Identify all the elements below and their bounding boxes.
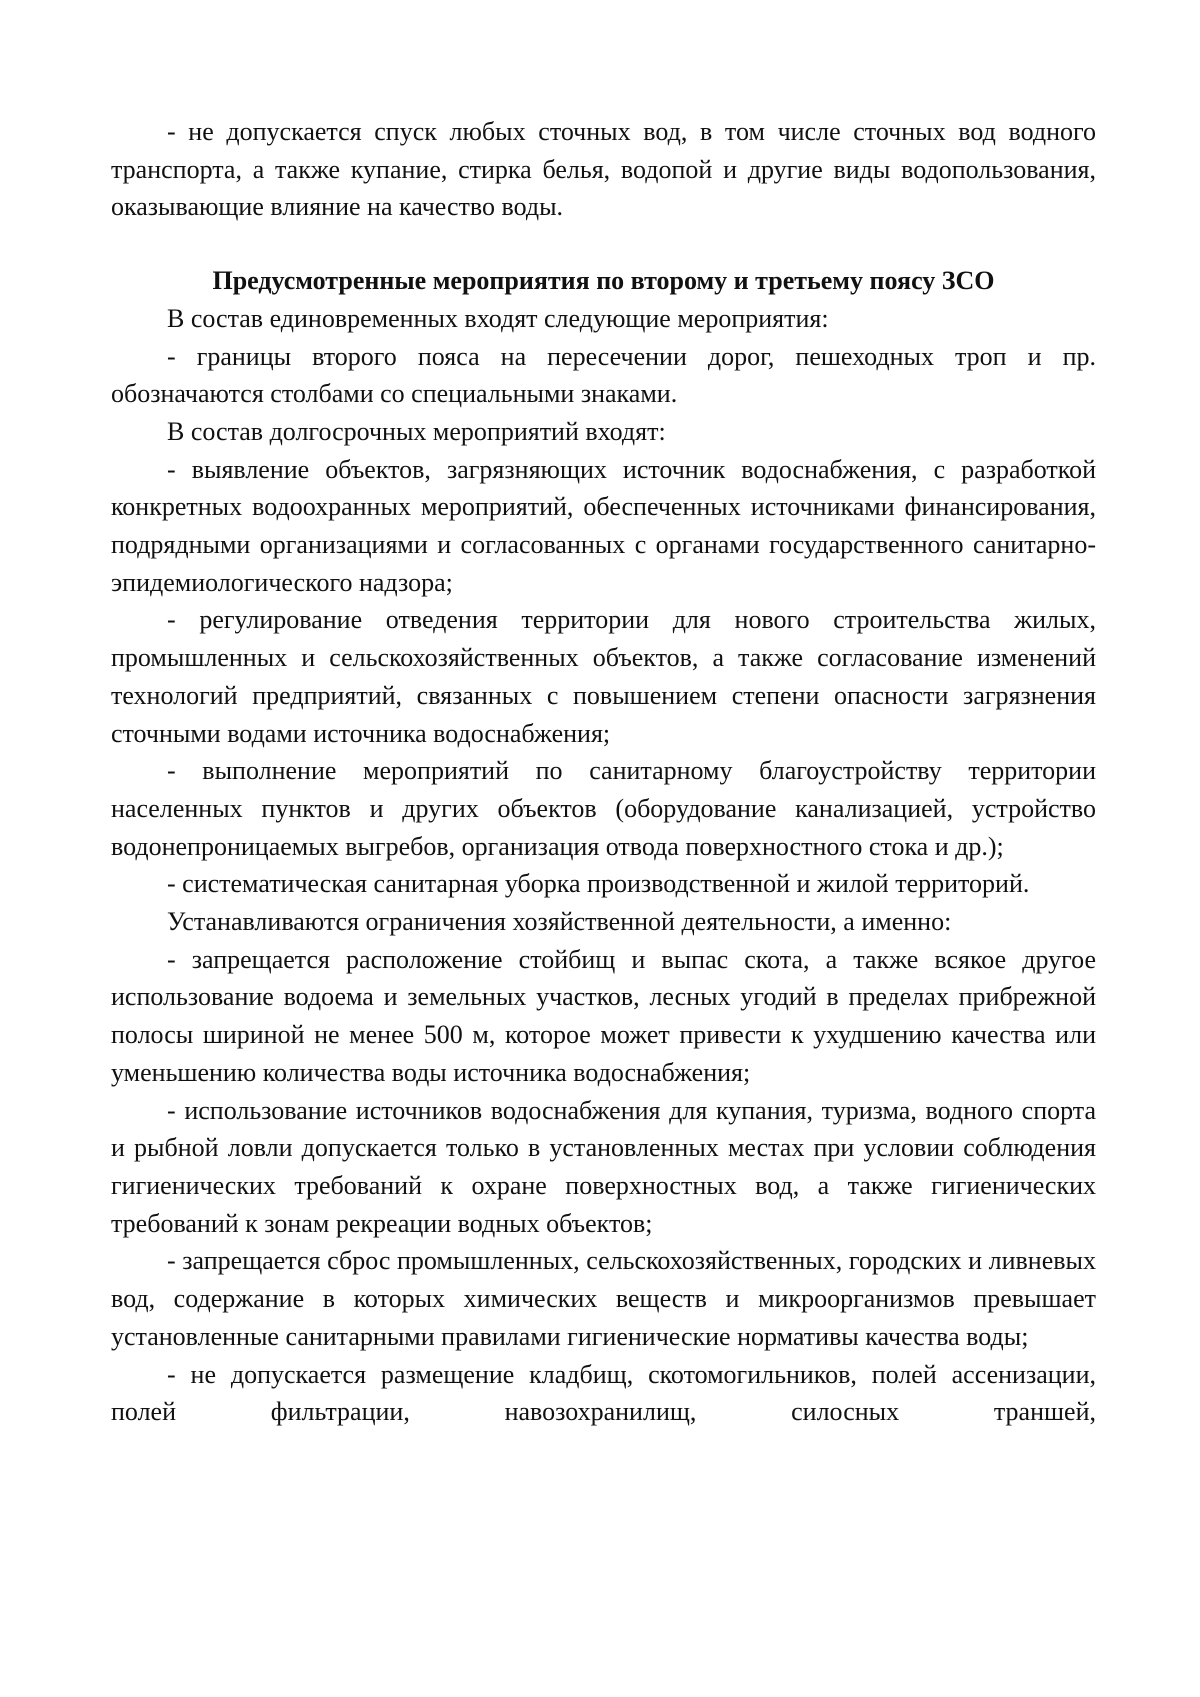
- paragraph-systematic-cleaning: - систематическая санитарная уборка производственной и жилой территорий.: [167, 869, 1030, 899]
- paragraph-sanitary-improvement: - выполнение мероприятий по санитарному благоустройству территории населенных пунктов и других объектов (оборудование канализацией, устройство водонепроницаемых выгребов, организация отвода поверхностного стока и др.);: [111, 756, 1096, 861]
- paragraph-grazing-ban: - запрещается расположение стойбищ и выпас скота, а также всякое другое использование водоема и земельных участков, лесных угодий в пределах прибрежной полосы шириной не менее 500 м, которое может привести к ухудшению качества или уменьшению количества воды источника водоснабжения;: [111, 944, 1096, 1087]
- paragraph-one-time-measures-intro: В состав единовременных входят следующие мероприятия:: [167, 303, 829, 333]
- paragraph-territory-regulation: - регулирование отведения территории для нового строительства жилых, промышленных и сельскохозяйственных объектов, а также согласование изменений технологий предприятий, связанных с повышением степени опасности загрязнения сточными водами источника водоснабжения;: [111, 605, 1096, 748]
- paragraph-wastewater-ban: - не допускается спуск любых сточных вод, в том числе сточных вод водного транспорта, а также купание, стирка белья, водопой и другие виды водопользования, оказывающие влияние на качество воды.: [111, 117, 1096, 222]
- paragraph-long-term-measures-intro: В состав долгосрочных мероприятий входят:: [167, 416, 666, 446]
- paragraph-discharge-ban: - запрещается сброс промышленных, сельскохозяйственных, городских и ливневых вод, содержание в которых химических веществ и микроорганизмов превышает установленные санитарными правилами гигиенические нормативы качества воды;: [111, 1246, 1096, 1351]
- document-page: [111, 113, 1096, 1431]
- paragraph-identify-polluters: - выявление объектов, загрязняющих источник водоснабжения, с разработкой конкретных водоохранных мероприятий, обеспеченных источниками финансирования, подрядными организациями и согласованных с органами государственного санитарно-эпидемиологического надзора;: [111, 454, 1096, 597]
- paragraph-restrictions-intro: Устанавливаются ограничения хозяйственной деятельности, а именно:: [167, 907, 952, 937]
- paragraph-placement-ban: - не допускается размещение кладбищ, скотомогильников, полей ассенизации, полей фильтрации, навозохранилищ, силосных траншей,: [111, 1359, 1096, 1427]
- paragraph-zone-borders: - границы второго пояса на пересечении дорог, пешеходных троп и пр. обозначаются столбами со специальными знаками.: [111, 341, 1096, 409]
- section-heading: Предусмотренные мероприятия по второму и третьему поясу ЗСО: [212, 266, 995, 296]
- paragraph-recreation-use: - использование источников водоснабжения для купания, туризма, водного спорта и рыбной ловли допускается только в установленных местах при условии соблюдения гигиенических требований к охране поверхностных вод, а также гигиенических требований к зонам рекреации водных объектов;: [111, 1095, 1096, 1238]
